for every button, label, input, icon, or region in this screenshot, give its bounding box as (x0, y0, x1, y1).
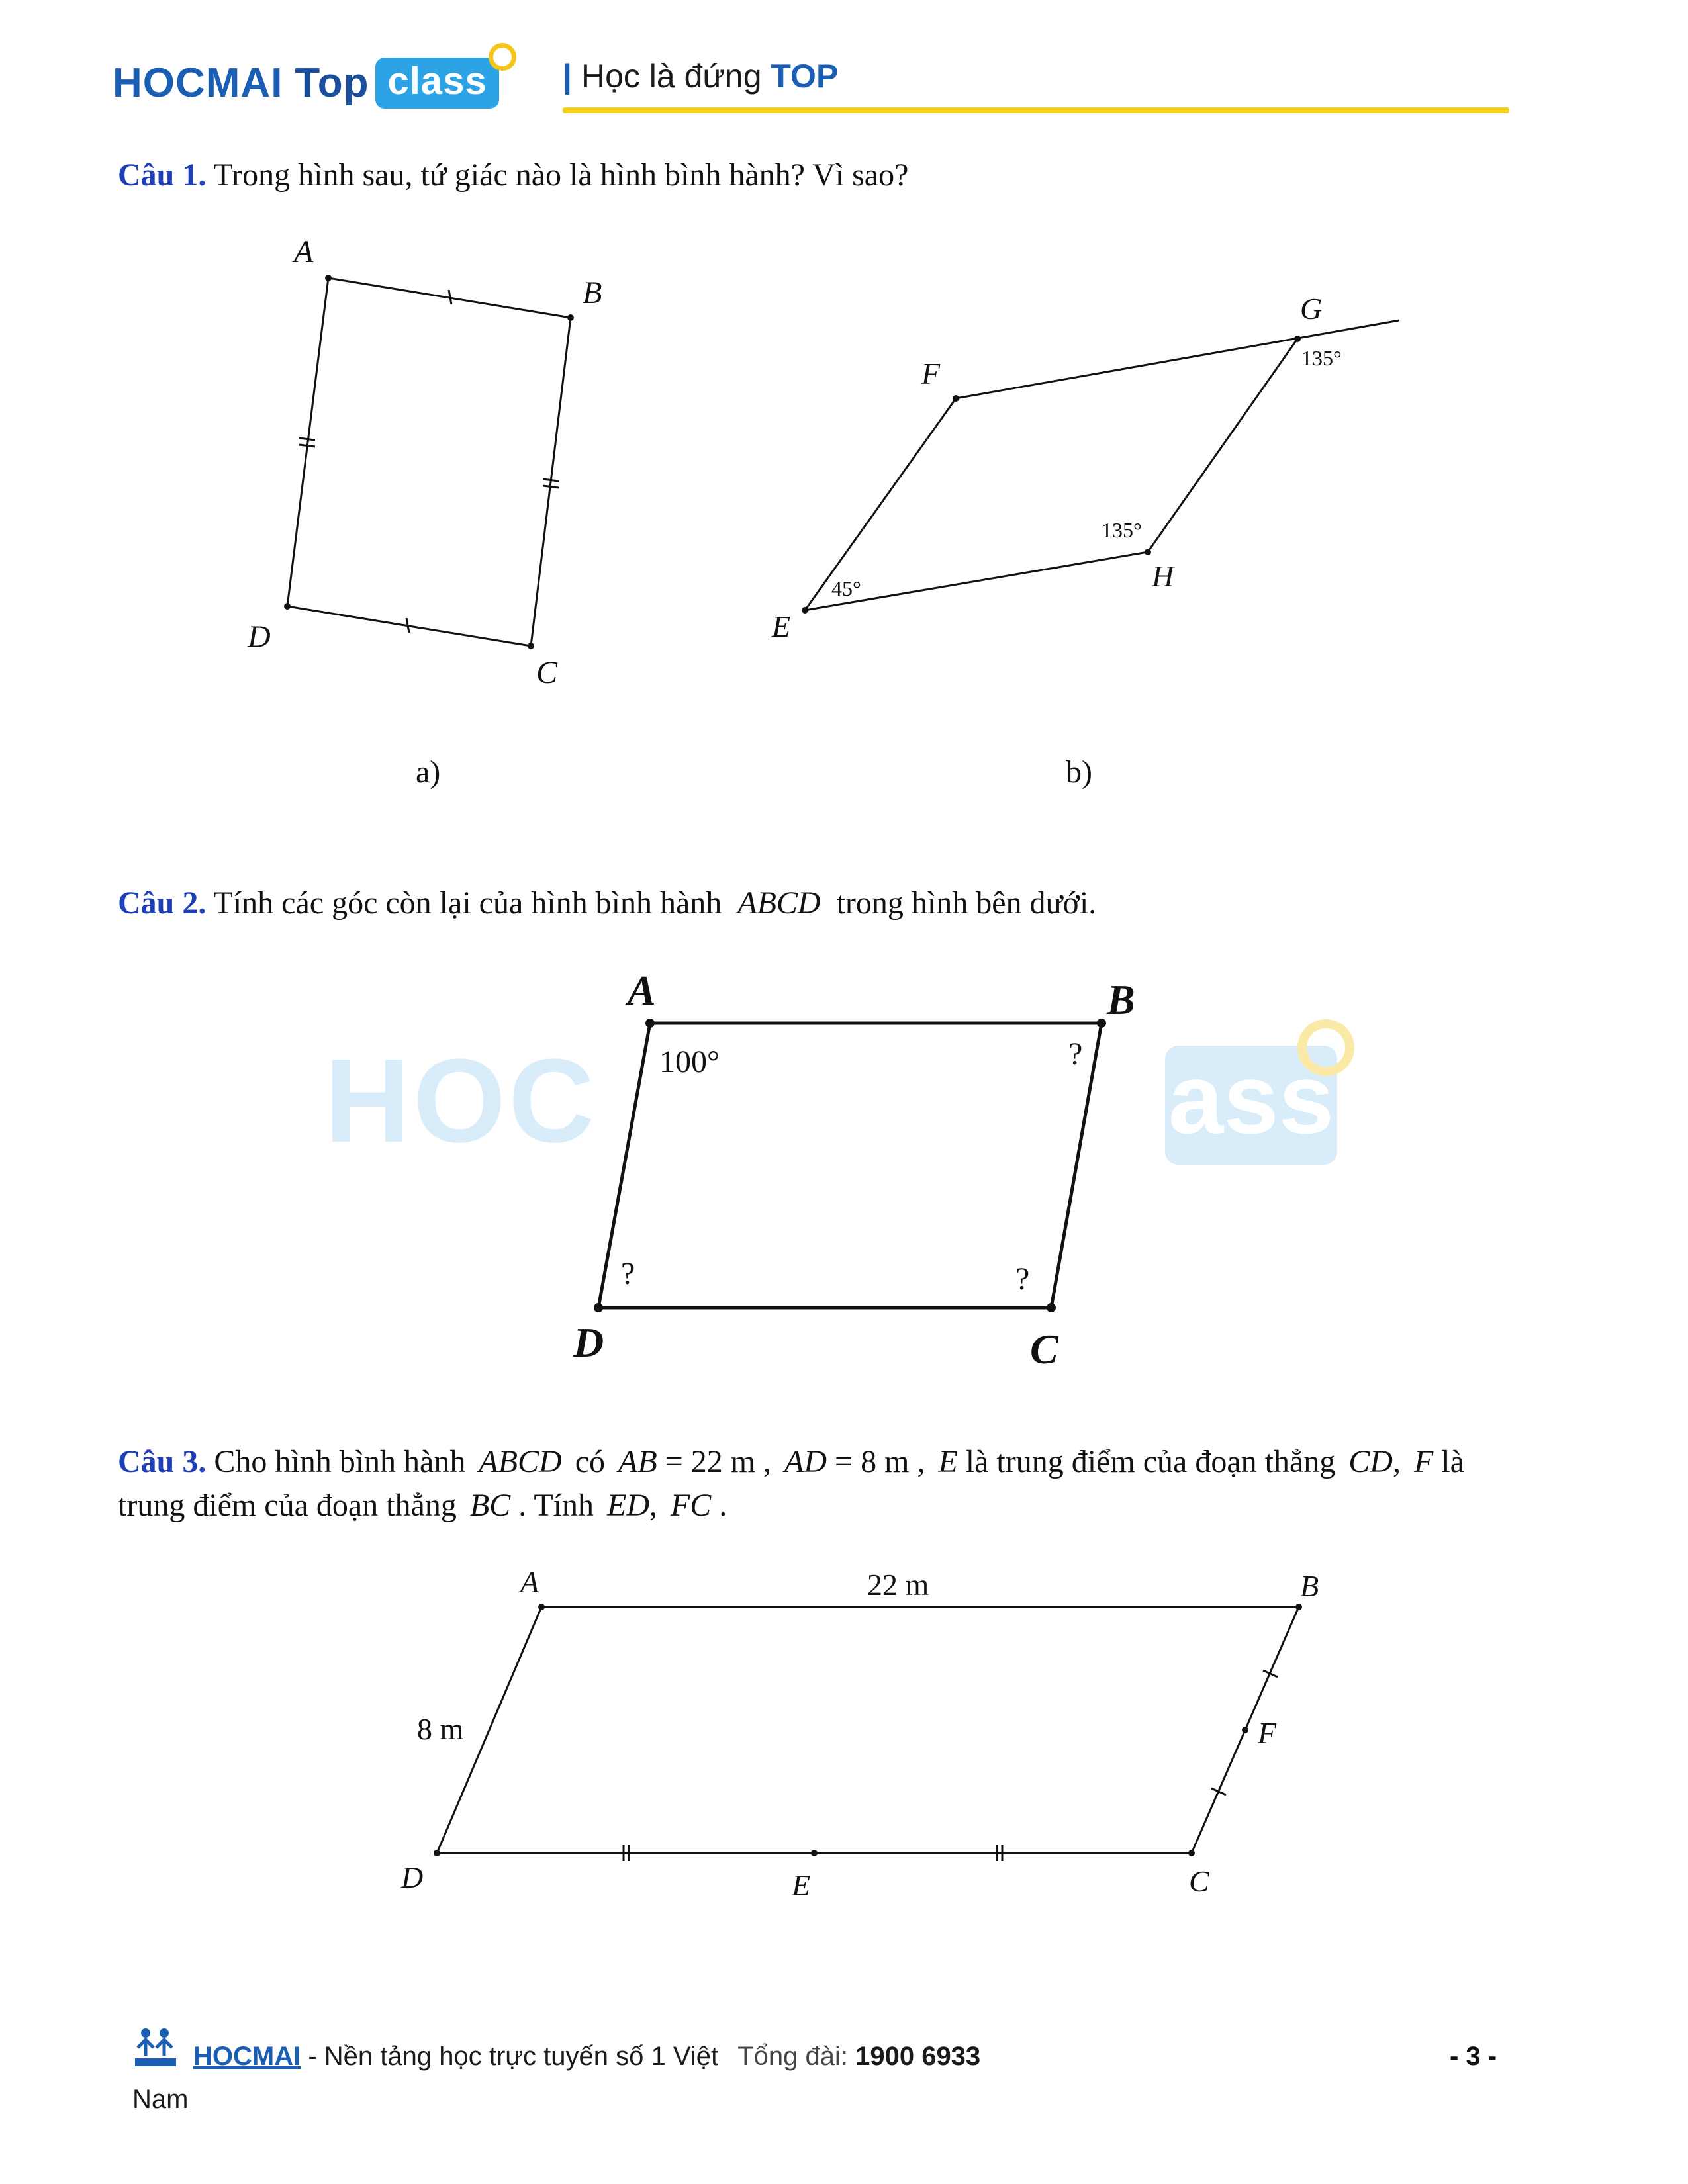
logo-hocmai-text: HOCMAI (113, 60, 283, 106)
label-g: G (1300, 292, 1323, 326)
question-3-label: Câu 3. (118, 1444, 207, 1479)
label-d: D (248, 619, 271, 655)
figure-2 (0, 927, 1688, 1390)
q3-f: F (1413, 1444, 1434, 1479)
q3-bc: BC (469, 1488, 511, 1523)
tick-ad-2 (299, 445, 315, 447)
footer-hotline: 1900 6933 (855, 2042, 981, 2071)
logo-class-text: class (387, 59, 487, 103)
q3-fc: FC (670, 1488, 712, 1523)
q3-e: E (938, 1444, 958, 1479)
q3-text-2: có (575, 1444, 605, 1479)
footer-nam: Nam (132, 2085, 189, 2114)
question-2-label: Câu 2. (118, 886, 207, 921)
label-f: F (921, 357, 941, 390)
parallelogram-abcd-3 (437, 1607, 1299, 1853)
q3-comma-2: , (649, 1488, 657, 1523)
label-c3: C (1189, 1864, 1209, 1898)
hocmai-footer-logo-icon (132, 2025, 179, 2071)
question-2 (118, 882, 1096, 925)
angle-b2: ? (1068, 1036, 1083, 1071)
label-e: E (772, 610, 791, 643)
caption-b: b) (1066, 754, 1092, 790)
q3-text-4: là (1441, 1444, 1464, 1479)
tick-dc (406, 618, 409, 633)
q3-text-6: . Tính (518, 1488, 594, 1523)
label-c2: C (1030, 1326, 1058, 1373)
label-e3: E (792, 1868, 811, 1902)
point-e (811, 1850, 818, 1856)
watermark-left: HOC (324, 1034, 597, 1167)
angle-a2: 100° (659, 1044, 720, 1079)
label-h: H (1152, 559, 1174, 593)
label-b3: B (1300, 1569, 1319, 1603)
tagline-top: TOP (771, 58, 839, 95)
question-1-label: Câu 1. (118, 158, 207, 193)
question-2-text: Tính các góc còn lại của hình bình hành (213, 886, 722, 921)
length-ab: 22 m (867, 1568, 929, 1602)
label-b2: B (1107, 976, 1135, 1023)
q3-ad-value: = 8 m , (835, 1444, 925, 1479)
q3-comma-1: , (1392, 1444, 1401, 1479)
q3-text-1: Cho hình bình hành (214, 1444, 466, 1479)
tick-bc-2 (543, 486, 559, 488)
question-1-text: Trong hình sau, tứ giác nào là hình bình hành? Vì sao? (213, 158, 909, 193)
q3-dot: . (719, 1488, 727, 1523)
label-d2: D (573, 1319, 604, 1366)
label-a2: A (628, 967, 656, 1014)
angle-c2: ? (1015, 1261, 1030, 1297)
tick-ad-1 (299, 438, 315, 440)
point-f (1242, 1727, 1248, 1733)
footer-hotline-label: Tổng đài: (737, 2042, 848, 2071)
label-c: C (536, 655, 558, 690)
watermark-right: ass (1165, 1046, 1337, 1165)
caption-a: a) (416, 754, 441, 790)
label-d3: D (401, 1860, 424, 1894)
figure-1 (0, 0, 1688, 827)
q3-ed: ED (607, 1488, 649, 1523)
label-a: A (294, 234, 314, 269)
logo-top-text: Top (295, 60, 369, 106)
q3-ab: AB (618, 1444, 657, 1479)
segment-fe (805, 398, 956, 610)
q3-shape: ABCD (479, 1444, 562, 1479)
question-3 (118, 1440, 1548, 1527)
q3-text-5: trung điểm của đoạn thẳng (118, 1488, 457, 1523)
tagline-text: Học là đứng (581, 58, 762, 95)
angle-d2: ? (621, 1256, 635, 1291)
footer-slogan: - Nền tảng học trực tuyến số 1 Việt (308, 2042, 719, 2071)
figure-3 (0, 1549, 1688, 1919)
label-f3: F (1258, 1716, 1277, 1750)
q3-text-3: là trung điểm của đoạn thẳng (965, 1444, 1336, 1479)
q3-ad: AD (784, 1444, 827, 1479)
header-tagline: | Học là đứng TOP (563, 58, 839, 95)
length-ad: 8 m (417, 1712, 464, 1746)
angle-e: 45° (831, 576, 861, 600)
tick-ab (449, 290, 451, 304)
tick-bc-1 (543, 479, 559, 481)
label-b: B (583, 275, 602, 310)
q3-ab-value: = 22 m , (665, 1444, 772, 1479)
angle-h: 135° (1102, 518, 1142, 542)
page-number: - 3 - (1450, 2042, 1497, 2071)
footer-brand-link[interactable]: HOCMAI (193, 2042, 301, 2071)
angle-g: 135° (1301, 346, 1342, 370)
question-2-text-end: trong hình bên dưới. (836, 886, 1097, 921)
segment-hg (1148, 339, 1297, 552)
q3-cd: CD (1348, 1444, 1393, 1479)
label-a3: A (520, 1565, 539, 1599)
footer-text (193, 2042, 980, 2071)
question-2-shape: ABCD (737, 886, 821, 921)
quad-abcd-a (287, 278, 571, 646)
